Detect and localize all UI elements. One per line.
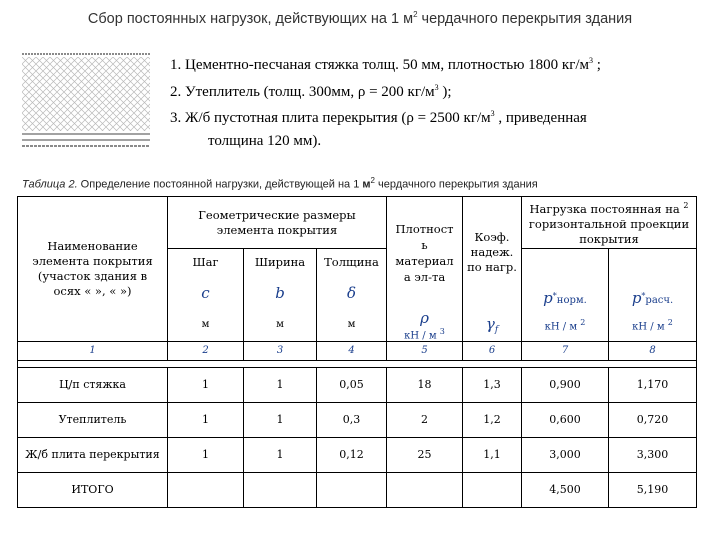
layer-item-continuation: толщина 120 мм).	[208, 132, 322, 149]
layers-list	[170, 50, 710, 152]
layer-item: 1. Цементно-песчаная стяжка толщ. 50 мм, плотностью 1800 $кг/м^3$ ;	[170, 56, 601, 73]
header-thickness: Толщина δ	[317, 249, 387, 309]
row-step: 1	[168, 437, 244, 472]
row-density: 2	[387, 402, 463, 437]
row-coef: 1,3	[463, 367, 522, 402]
column-number: 7	[522, 341, 609, 360]
unit-m: м	[244, 309, 317, 342]
row-coef: 1,1	[463, 437, 522, 472]
header-density: Плотност ь материал а эл-та	[387, 197, 463, 309]
row-width: 1	[244, 437, 317, 472]
row-name: Ц/п стяжка	[18, 367, 168, 402]
row-thickness: 0,05	[317, 367, 387, 402]
row-norm: 0,900	[522, 367, 609, 402]
coef-symbol: $\gamma_f$	[463, 309, 522, 342]
column-number: 5	[387, 341, 463, 360]
row-width: 1	[244, 367, 317, 402]
density-symbol-unit: ρ кН / м $^3$	[387, 309, 463, 342]
layer-item: 3. Ж/б пустотная плита перекрытия (ρ = 2500 $кг/м^3$ , приведенная	[170, 109, 587, 126]
page-title: Сбор постоянных нагрузок, действующих на 1 $м^2$ чердачного перекрытия здания	[87, 10, 633, 27]
header-geometry: Геометрические размеры элемента покрытия	[168, 197, 387, 249]
symbol-thickness: δ	[346, 284, 357, 302]
header-name: Наименование элемента покрытия (участок здания в осях « », « »)	[18, 197, 168, 342]
row-thickness: 0,3	[317, 402, 387, 437]
row-density: 25	[387, 437, 463, 472]
column-number: 4	[317, 341, 387, 360]
row-coef: 1,2	[463, 402, 522, 437]
table-caption: Таблица 2. Определение постоянной нагрузки, действующей на 1 $м^2$ чердачного перекрытия здания	[22, 176, 538, 191]
unit-m: м	[317, 309, 387, 342]
row-norm: 0,600	[522, 402, 609, 437]
unit-kn-m2: кН / м $^2$	[609, 309, 697, 342]
total-norm: 4,500	[522, 472, 609, 507]
row-width: 1	[244, 402, 317, 437]
table-row	[18, 437, 697, 472]
floor-section-sketch	[22, 50, 150, 150]
row-density: 18	[387, 367, 463, 402]
table-row	[18, 402, 697, 437]
unit-m: м	[168, 309, 244, 342]
header-norm-symbol: p*норм.	[522, 249, 609, 309]
row-calc: 3,300	[609, 437, 697, 472]
symbol-width: b	[275, 284, 285, 302]
column-number: 8	[609, 341, 697, 360]
column-number: 1	[18, 341, 168, 360]
symbol-step: c	[201, 284, 210, 302]
table-row	[18, 367, 697, 402]
header-coefficient: Коэф. надеж. по нагр.	[463, 197, 522, 309]
column-number: 6	[463, 341, 522, 360]
row-name: Ж/б плита перекрытия	[18, 437, 168, 472]
unit-kn-m2: кН / м $^2$	[522, 309, 609, 342]
row-norm: 3,000	[522, 437, 609, 472]
row-name: Утеплитель	[18, 402, 168, 437]
column-number: 2	[168, 341, 244, 360]
total-row	[18, 472, 697, 507]
row-step: 1	[168, 367, 244, 402]
header-calc-symbol: p*расч.	[609, 249, 697, 309]
row-calc: 1,170	[609, 367, 697, 402]
header-load: Нагрузка постоянная на $^2$ горизонтальной проекции покрытия	[522, 197, 697, 249]
total-label: ИТОГО	[18, 472, 168, 507]
row-thickness: 0,12	[317, 437, 387, 472]
row-calc: 0,720	[609, 402, 697, 437]
column-numbers-row	[18, 341, 697, 360]
header-step: Шаг c	[168, 249, 244, 309]
loads-table	[17, 196, 697, 508]
layer-item: 2. Утеплитель (толщ. 300мм, ρ = 200 $кг/м^3$ );	[170, 82, 452, 100]
row-step: 1	[168, 402, 244, 437]
header-width: Ширина b	[244, 249, 317, 309]
total-calc: 5,190	[609, 472, 697, 507]
column-number: 3	[244, 341, 317, 360]
